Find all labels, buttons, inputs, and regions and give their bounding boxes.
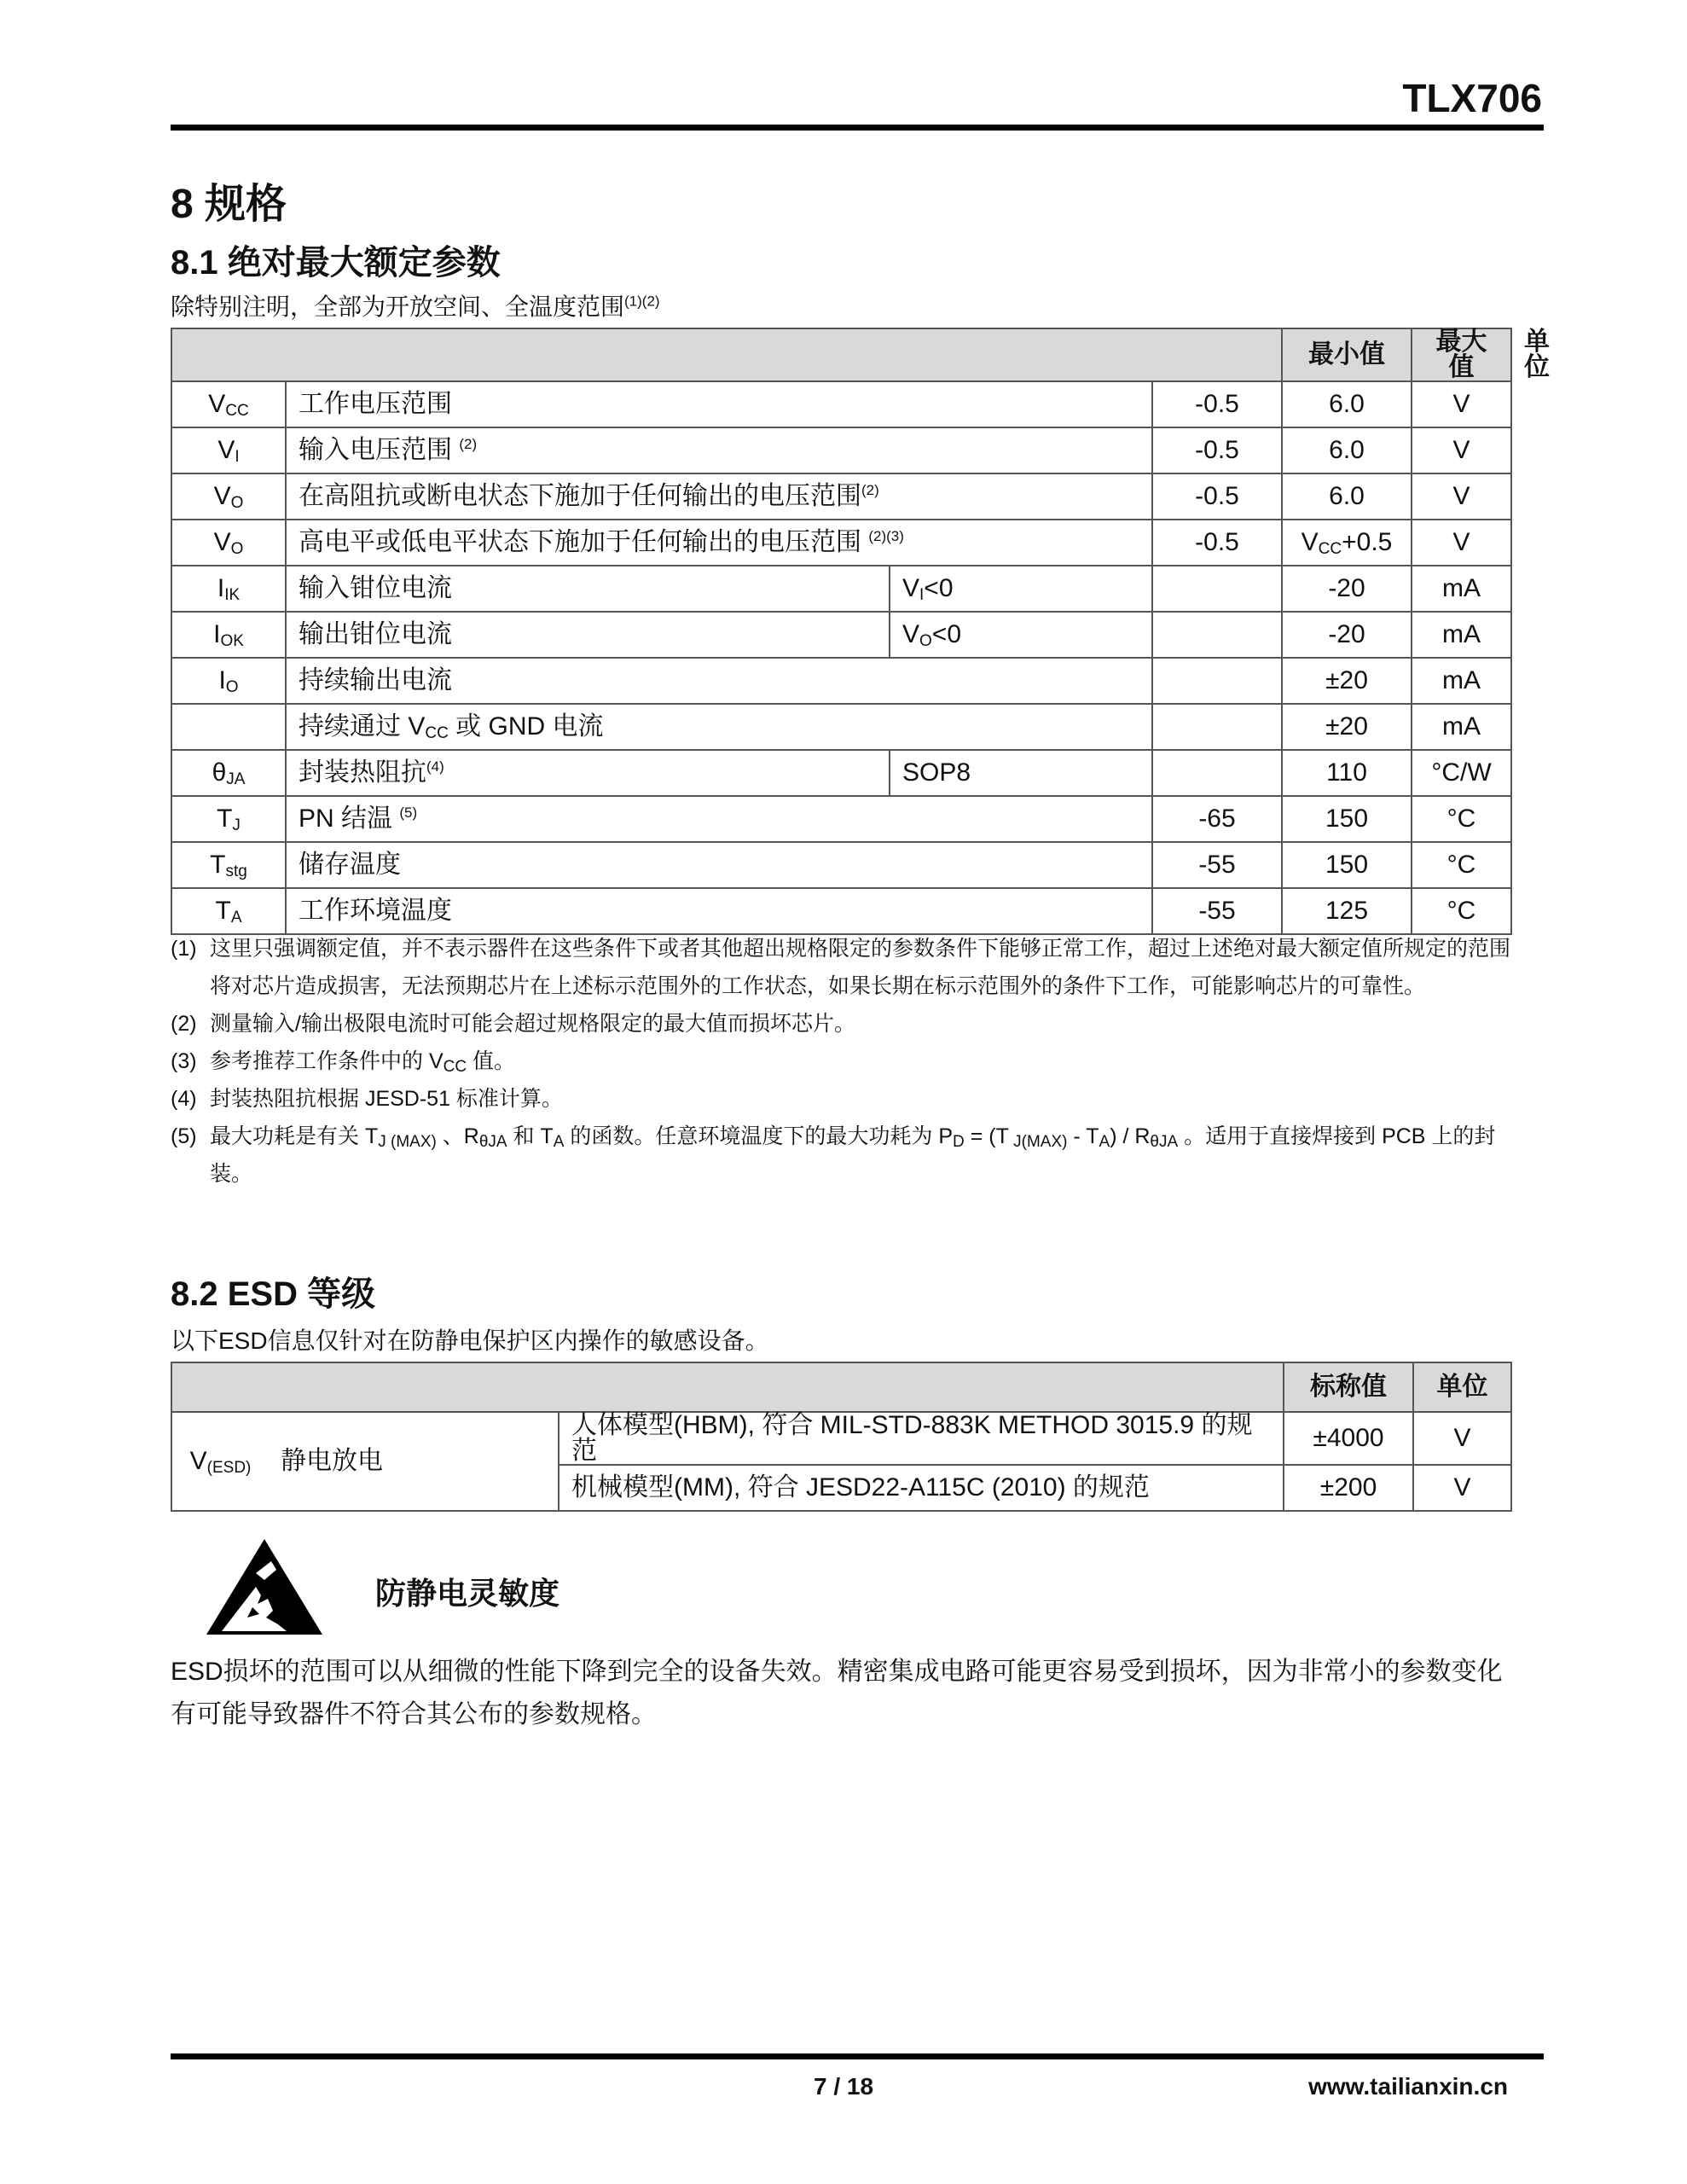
table-row — [171, 658, 1511, 704]
table-row — [171, 750, 1511, 796]
parameter: 输出钳位电流 — [286, 612, 890, 658]
footnote: (3) 参考推荐工作条件中的 $V_{CC}$ 值。 — [171, 1049, 516, 1076]
footnote: (5) 最大功耗是有关 $T_{J (MAX)}$ 、$R_{\theta JA}$ 和 $T_A$ 的函数。任意环境温度下的最大功耗为 $P_D = (T$ $_{J(MAX)} - T_A) / R_{\theta JA}$ 。适用于直接焊接到 PCB 上的封装。 — [171, 1124, 1496, 1186]
table-row — [171, 796, 1511, 842]
parameter: 输入电压范围 $^{(2)}$ — [286, 427, 1152, 473]
footnote: (2) 测量输入/输出极限电流时可能会超过规格限定的最大值而损坏芯片。 — [171, 1012, 855, 1036]
symbol: $I_O$ — [171, 658, 286, 704]
unit: °C — [1412, 842, 1511, 888]
min-value — [1152, 566, 1282, 612]
condition: 机械模型(MM), 符合 JESD22-A115C (2010) 的规范 — [559, 1465, 1284, 1511]
nominal-value: ±200 — [1284, 1465, 1413, 1511]
parameter: PN 结温 $^{(5)}$ — [286, 796, 1152, 842]
esd-table — [171, 1362, 1512, 1512]
min-value: -0.5 — [1152, 427, 1282, 473]
symbol: $V_{(ESD)}$ — [171, 1412, 269, 1511]
parameter: 静电放电 — [269, 1412, 559, 1511]
parameter: 工作环境温度 — [286, 888, 1152, 934]
parameter: 储存温度 — [286, 842, 1152, 888]
unit: V — [1412, 473, 1511, 520]
parameter: 高电平或低电平状态下施加于任何输出的电压范围 $^{(2)(3)}$ — [286, 520, 1152, 566]
header-blank — [171, 1362, 1284, 1412]
symbol: $T_J$ — [171, 796, 286, 842]
header-max: 最大值 — [1412, 328, 1511, 381]
table-row — [171, 888, 1511, 934]
parameter: 输入钳位电流 — [286, 566, 890, 612]
footnote: (4) 封装热阻抗根据 JESD-51 标准计算。 — [171, 1087, 563, 1111]
min-value: -0.5 — [1152, 381, 1282, 427]
max-value: 150 — [1282, 796, 1412, 842]
max-value: 150 — [1282, 842, 1412, 888]
website-link[interactable]: www.tailianxin.cn — [1308, 2073, 1508, 2100]
table-row — [171, 381, 1511, 427]
header-min: 最小值 — [1282, 328, 1412, 381]
symbol: $V_{CC}$ — [171, 381, 286, 427]
esd-warning-icon — [205, 1536, 324, 1638]
unit: °C — [1412, 888, 1511, 934]
max-value: -20 — [1282, 612, 1412, 658]
parameter: 持续输出电流 — [286, 658, 1152, 704]
min-value — [1152, 704, 1282, 750]
condition: $V_O<0$ — [890, 612, 1152, 658]
table-row — [171, 704, 1511, 750]
header-unit: 单位 — [1413, 1362, 1511, 1412]
unit: V — [1412, 381, 1511, 427]
document-title: TLX706 — [1402, 76, 1542, 120]
symbol: $I_{IK}$ — [171, 566, 286, 612]
max-value: $V_{CC}+0.5$ — [1282, 520, 1412, 566]
abs-max-header-row: 最小值 最大值 单位 — [171, 328, 1511, 381]
symbol: $I_{OK}$ — [171, 612, 286, 658]
min-value: -65 — [1152, 796, 1282, 842]
symbol: $V_O$ — [171, 520, 286, 566]
min-value: -55 — [1152, 888, 1282, 934]
symbol: $T_{stg}$ — [171, 842, 286, 888]
page-number: 7 / 18 — [814, 2073, 874, 2100]
parameter: 在高阻抗或断电状态下施加于任何输出的电压范围$^{(2)}$ — [286, 473, 1152, 520]
unit: mA — [1412, 658, 1511, 704]
max-value: 6.0 — [1282, 381, 1412, 427]
header-blank — [171, 328, 1282, 381]
esd-subtitle: 以下ESD信息仅针对在防静电保护区内操作的敏感设备。 — [171, 1327, 769, 1354]
header-rule — [171, 125, 1544, 131]
max-value: 6.0 — [1282, 473, 1412, 520]
unit: V — [1412, 520, 1511, 566]
max-value: ±20 — [1282, 704, 1412, 750]
parameter: 工作电压范围 — [286, 381, 1152, 427]
header-nominal: 标称值 — [1284, 1362, 1413, 1412]
table-row — [171, 473, 1511, 520]
symbol: $V_O$ — [171, 473, 286, 520]
table-row — [171, 520, 1511, 566]
symbol — [171, 704, 286, 750]
abs-max-title: 8.1 绝对最大额定参数 — [171, 244, 501, 282]
max-value: ±20 — [1282, 658, 1412, 704]
unit: V — [1413, 1412, 1511, 1465]
max-value: -20 — [1282, 566, 1412, 612]
min-value — [1152, 750, 1282, 796]
esd-header-row — [171, 1362, 1511, 1412]
unit: °C — [1412, 796, 1511, 842]
footer-rule — [171, 2053, 1544, 2059]
unit: V — [1413, 1465, 1511, 1511]
condition: SOP8 — [890, 750, 1152, 796]
table-row — [171, 612, 1511, 658]
esd-title: 8.2 ESD 等级 — [171, 1275, 376, 1313]
unit: V — [1412, 427, 1511, 473]
esd-warning-title: 防静电灵敏度 — [375, 1576, 560, 1611]
symbol: $\theta_{JA}$ — [171, 750, 286, 796]
abs-max-table — [171, 328, 1550, 935]
table-row — [171, 842, 1511, 888]
min-value: -0.5 — [1152, 520, 1282, 566]
min-value — [1152, 612, 1282, 658]
symbol: $T_A$ — [171, 888, 286, 934]
esd-warning-text: ESD损坏的范围可以从细微的性能下降到完全的设备失效。精密集成电路可能更容易受到损坏，因为非常小的参数变化有可能导致器件不符合其公布的参数规格。 — [171, 1658, 1503, 1728]
footnote: (1) 这里只强调额定值，并不表示器件在这些条件下或者其他超出规格限定的参数条件下能够正常工作，超过上述绝对最大额定值所规定的范围将对芯片造成损害，无法预期芯片在上述标示范围外的工作状态，如果长期在标示范围外的条件下工作，可能影响芯片的可靠性。 — [171, 937, 1511, 998]
abs-max-subtitle: 除特别注明，全部为开放空间、全温度范围$^{(1)(2)}$ — [171, 293, 660, 320]
max-value: 110 — [1282, 750, 1412, 796]
table-row — [171, 566, 1511, 612]
min-value: -55 — [1152, 842, 1282, 888]
condition: 人体模型(HBM), 符合 MIL-STD-883K METHOD 3015.9 的规范 — [559, 1412, 1284, 1465]
min-value: -0.5 — [1152, 473, 1282, 520]
max-value: 6.0 — [1282, 427, 1412, 473]
unit: mA — [1412, 612, 1511, 658]
unit: mA — [1412, 566, 1511, 612]
unit: mA — [1412, 704, 1511, 750]
unit: °C/W — [1412, 750, 1511, 796]
parameter: 封装热阻抗$^{(4)}$ — [286, 750, 890, 796]
table-row — [171, 427, 1511, 473]
parameter: 持续通过 $V_{CC}$ 或 GND 电流 — [286, 704, 1152, 750]
nominal-value: ±4000 — [1284, 1412, 1413, 1465]
table-row — [171, 1412, 1511, 1465]
symbol: $V_I$ — [171, 427, 286, 473]
max-value: 125 — [1282, 888, 1412, 934]
condition: $V_I<0$ — [890, 566, 1152, 612]
min-value — [1152, 658, 1282, 704]
section-title: 8 规格 — [171, 182, 287, 227]
